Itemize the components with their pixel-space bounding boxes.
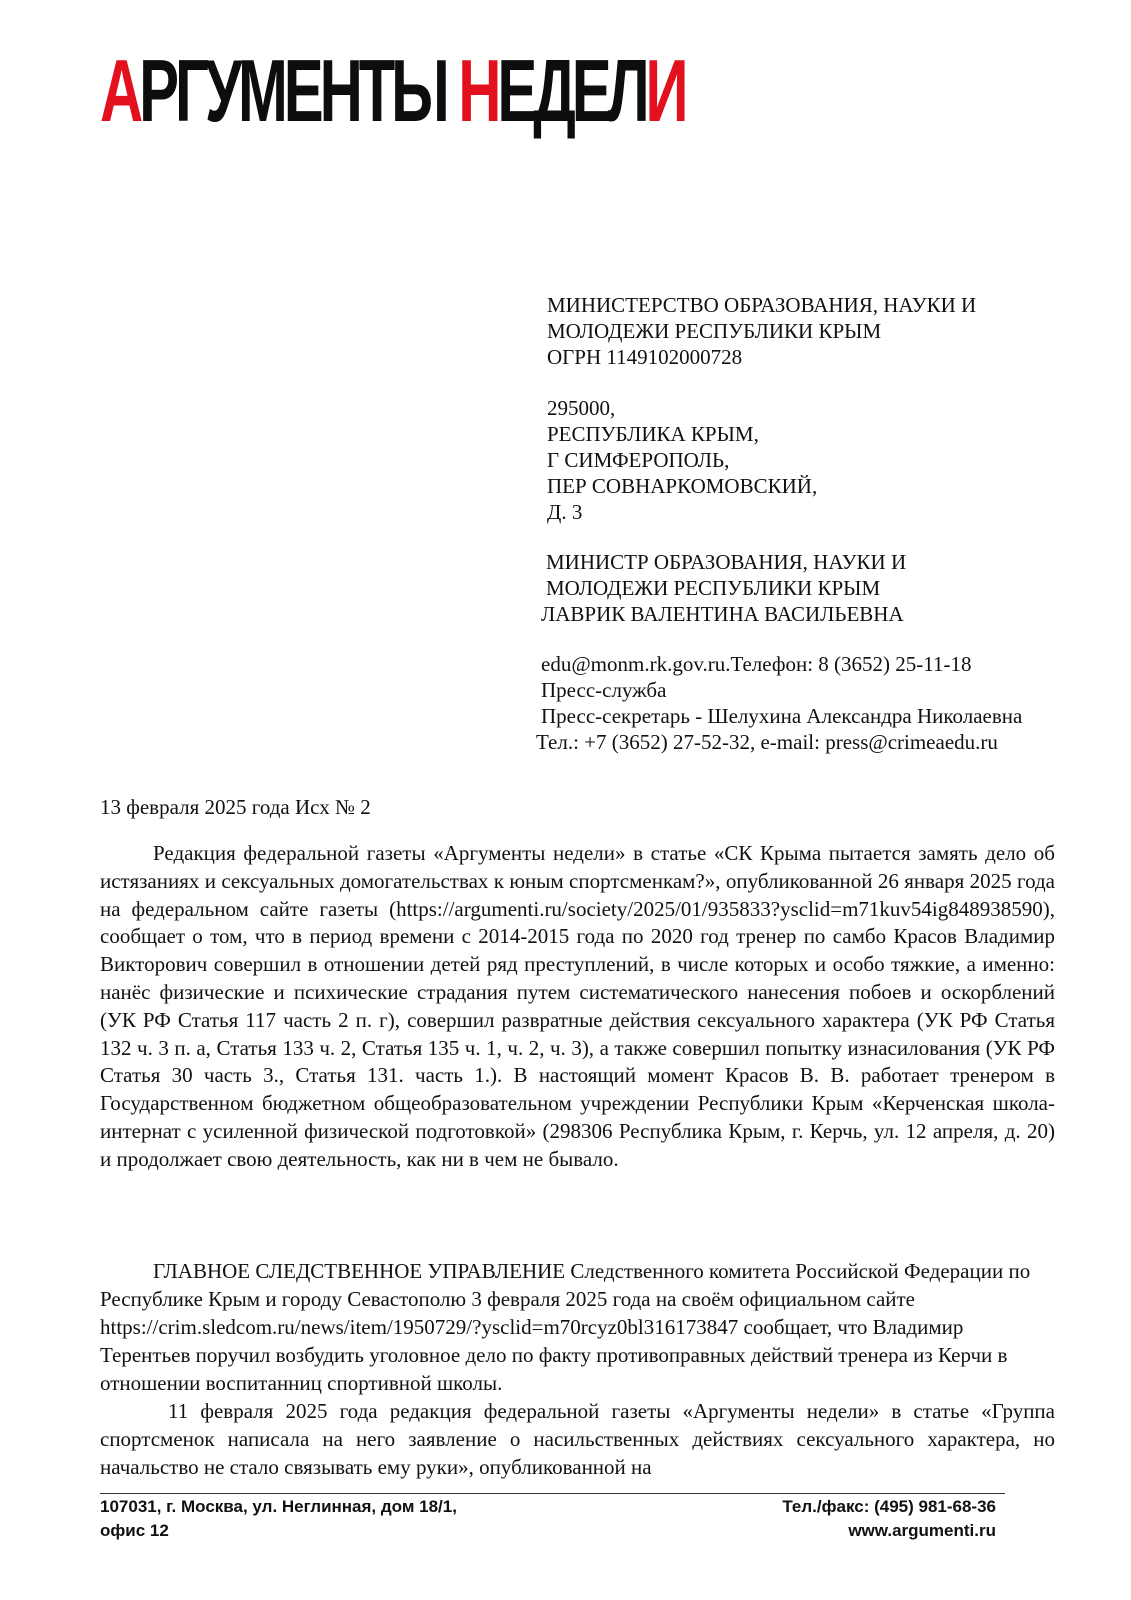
letter-paragraph-2: ГЛАВНОЕ СЛЕДСТВЕННОЕ УПРАВЛЕНИЕ Следственного комитета Российской Федерации по Республике Крым и городу Севастополю 3 февраля 2025 года на своём официальном сайте https://crim.sledcom.ru/news/item/1950729/?ysclid=m70rcyz0bl316173847 сообщает, что Владимир Терентьев поручил возбудить уголовное дело по факту противоправных действий тренера из Керчи в отношении воспитанниц спортивной школы. <box>100 1259 1031 1395</box>
minister-name: ЛАВРИК ВАЛЕНТИНА ВАСИЛЬЕВНА <box>541 602 904 626</box>
org-ogrn: ОГРН 1149102000728 <box>547 345 743 369</box>
footer-website: www.argumenti.ru <box>848 1521 996 1540</box>
recipient-address <box>547 395 817 525</box>
recipient-contacts <box>536 651 1023 755</box>
letter-paragraph-3: 11 февраля 2025 года редакция федеральной газеты «Аргументы недели» в статье «Группа спортсменок написала на него заявление о насильственных действиях сексуального характера, но начальство не стало связывать ему руки», опубликованной на <box>100 1399 1055 1479</box>
address-line: Д. 3 <box>547 500 583 524</box>
address-line: ПЕР СОВНАРКОМОВСКИЙ, <box>547 474 818 498</box>
minister-line: МОЛОДЕЖИ РЕСПУБЛИКИ КРЫМ <box>546 576 881 600</box>
address-line: РЕСПУБЛИКА КРЫМ, <box>547 422 759 446</box>
footer-address <box>100 1495 457 1543</box>
recipient-minister <box>541 549 907 627</box>
contact-line: Пресс-служба <box>541 678 667 702</box>
contact-line: Тел.: +7 (3652) 27-52-32, e-mail: press@crimeaedu.ru <box>536 730 998 754</box>
letter-paragraph-1: Редакция федеральной газеты «Аргументы недели» в статье «СК Крыма пытается замять дело об истязаниях и сексуальных домогательствах к юным спортсменкам?», опубликованной 26 января 2025 года на федеральном сайте газеты (https://argumenti.ru/society/2025/01/935833?ysclid=m71kuv54ig848938590), сообщает о том, что в период времени с 2014-2015 года по 2020 год тренер по самбо Красов Владимир Викторович совершил в отношении детей ряд преступлений, в числе которых и особо тяжкие, а именно: нанёс физические и психические страдания путем систематического нанесения побоев и оскорблений (УК РФ Статья 117 часть 2 п. г), совершил развратные действия сексуального характера (УК РФ Статья 132 ч. 3 п. а, Статья 133 ч. 2, Статья 135 ч. 1, ч. 2, ч. 3), а также совершил попытку изнасилования (УК РФ Статья 30 часть 3., Статья 131. часть 1.). В настоящий момент Красов В. В. работает тренером в Государственном бюджетном общеобразовательном учреждении Республики Крым «Керченская школа-интернат с усиленной физической подготовкой» (298306 Республика Крым, г. Керчь, ул. 12 апреля, д. 20) и продолжает свою деятельность, как ни в чем не бывало. <box>100 841 1055 1171</box>
footer-divider <box>100 1493 1005 1494</box>
footer-address-line: 107031, г. Москва, ул. Неглинная, дом 18/1, <box>100 1497 457 1516</box>
footer-phone: Тел./факс: (495) 981-68-36 <box>782 1497 996 1516</box>
org-line: МОЛОДЕЖИ РЕСПУБЛИКИ КРЫМ <box>547 319 882 343</box>
recipient-organization <box>547 292 976 370</box>
newspaper-logo: АРГУМЕНТЫ НЕДЕЛИ <box>100 41 685 140</box>
contact-line: edu@monm.rk.gov.ru.Телефон: 8 (3652) 25-11-18 <box>541 652 972 676</box>
address-line: 295000, <box>547 396 616 420</box>
address-line: Г СИМФЕРОПОЛЬ, <box>547 448 730 472</box>
minister-line: МИНИСТР ОБРАЗОВАНИЯ, НАУКИ И <box>546 550 907 574</box>
footer-address-line: офис 12 <box>100 1521 169 1540</box>
footer-contacts <box>782 1495 996 1543</box>
date-reference: 13 февраля 2025 года Исх № 2 <box>100 795 371 819</box>
org-line: МИНИСТЕРСТВО ОБРАЗОВАНИЯ, НАУКИ И <box>547 293 977 317</box>
contact-line: Пресс-секретарь - Шелухина Александра Николаевна <box>541 704 1023 728</box>
